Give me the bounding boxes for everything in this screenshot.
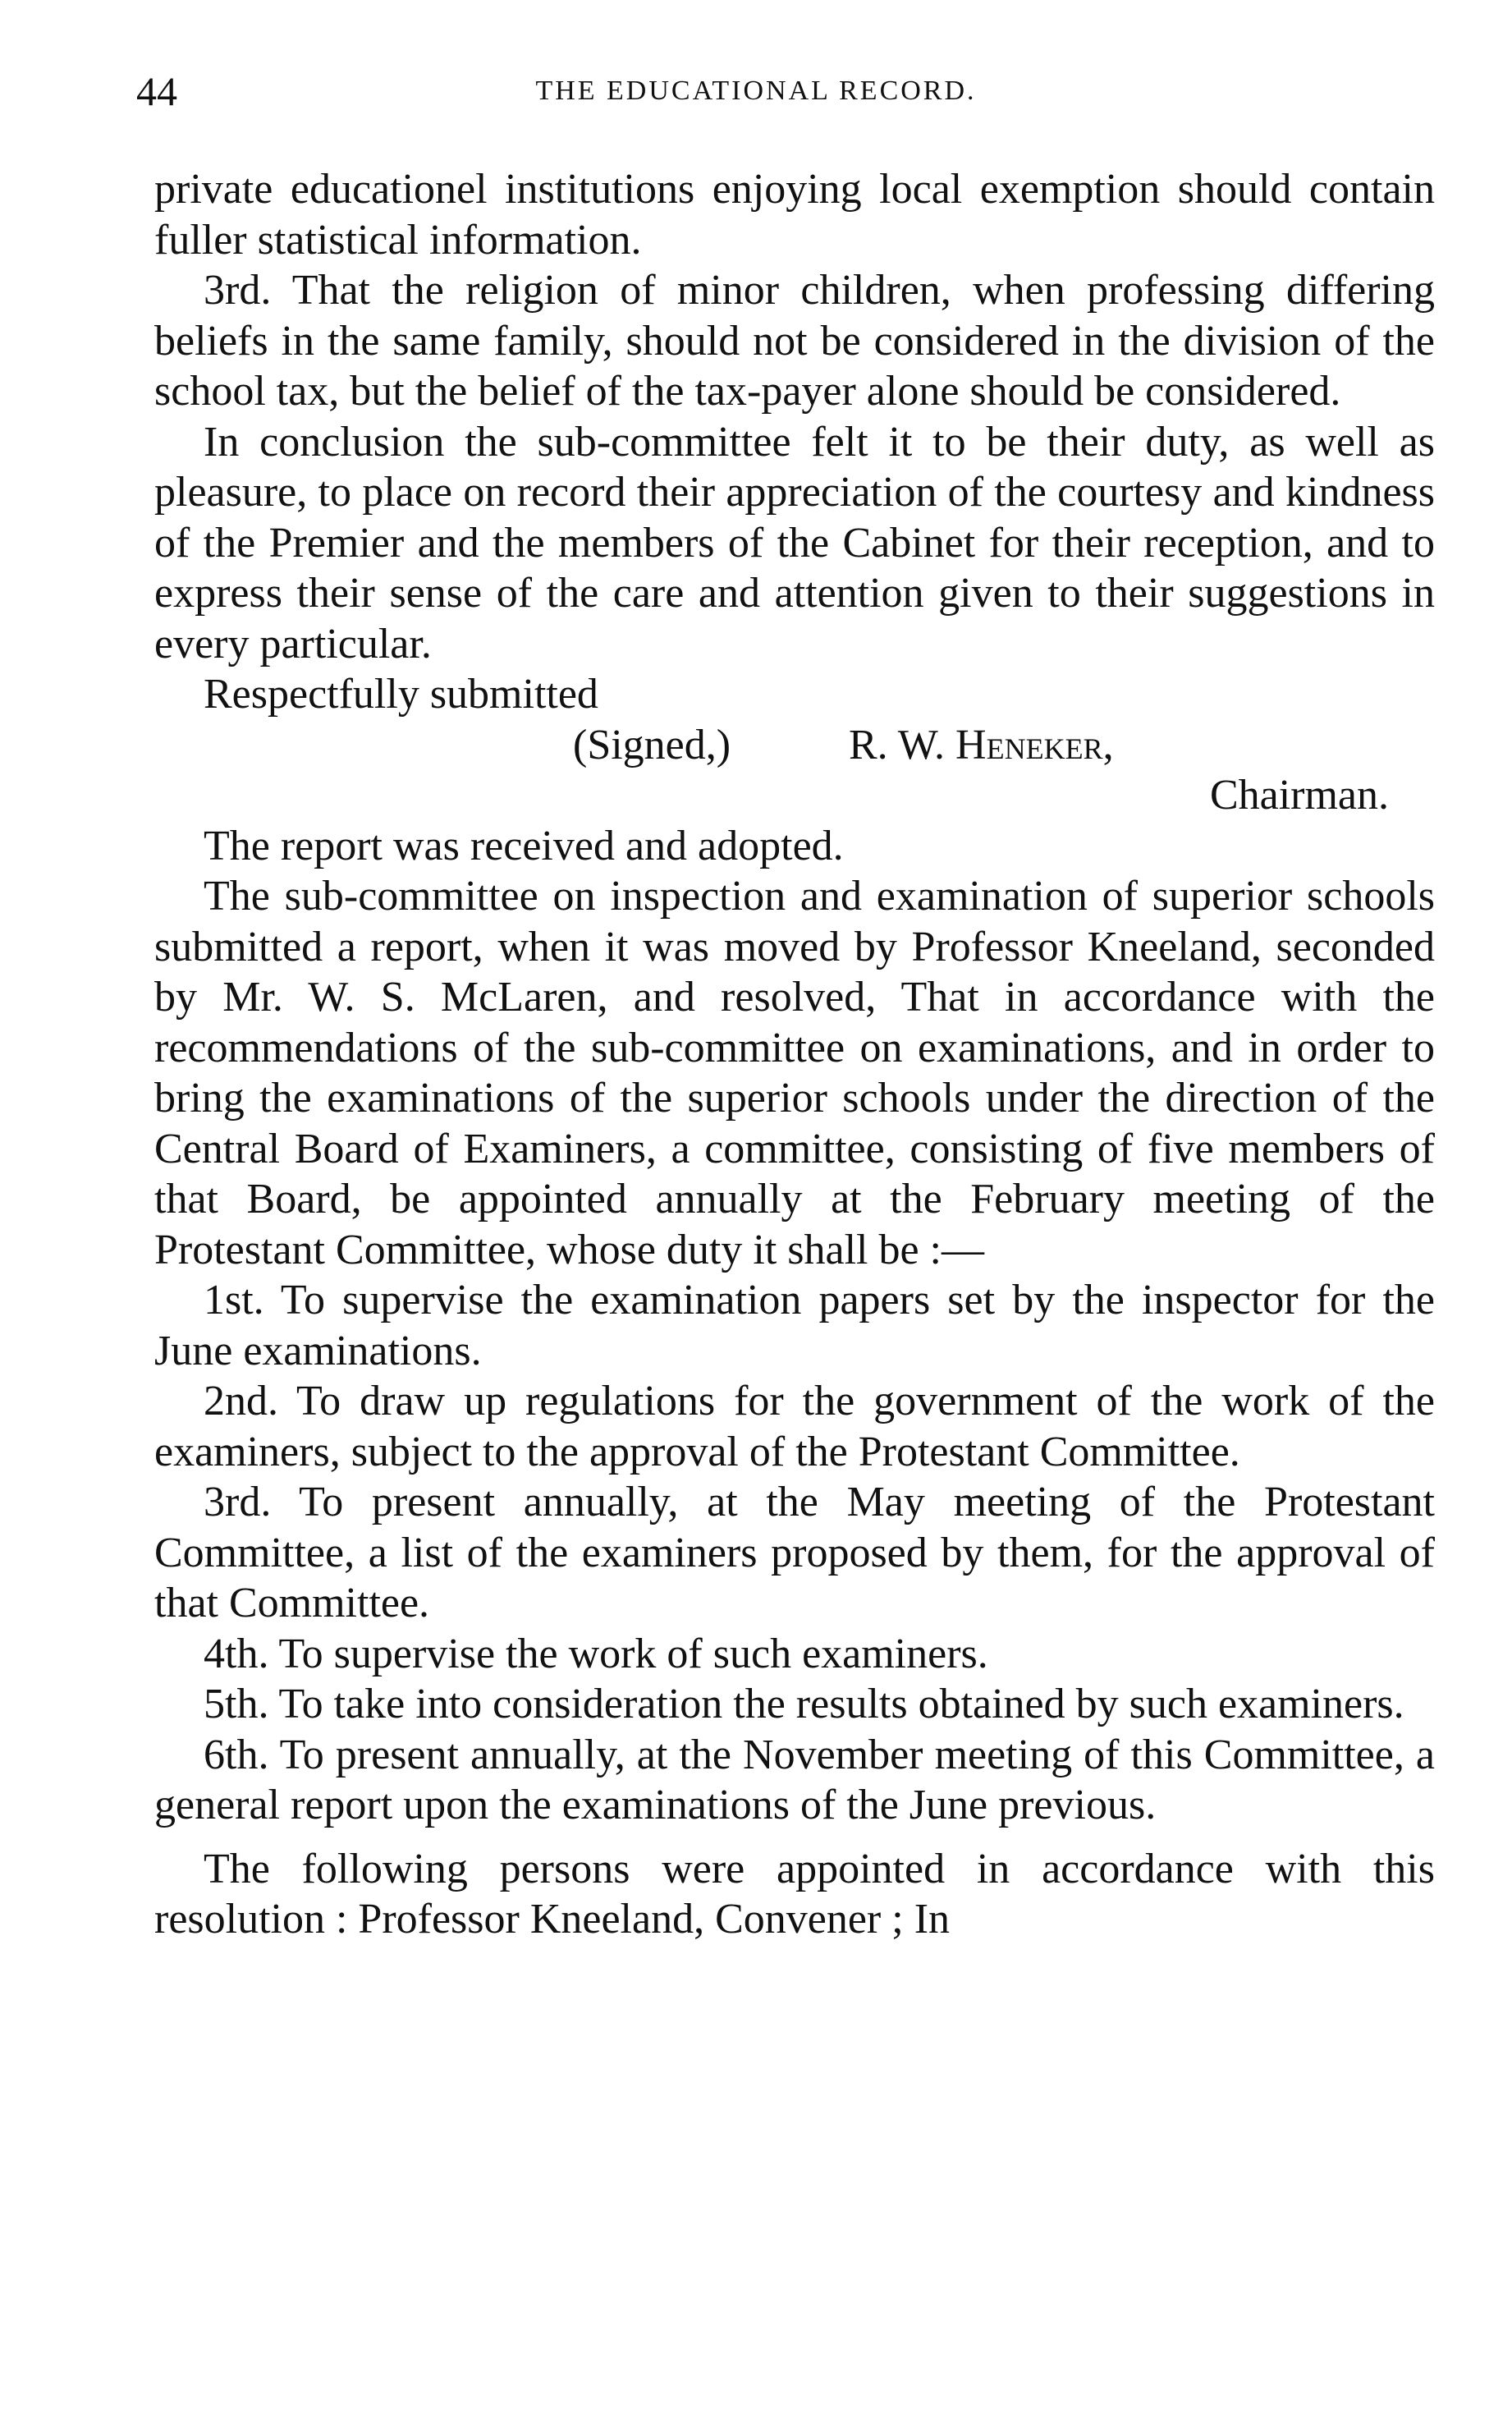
list-item: 4th. To supervise the work of such examiners. <box>204 1630 988 1677</box>
signature-line <box>154 720 1435 771</box>
paragraph: In conclusion the sub-committee felt it to be their duty, as well as pleasure, to place on record their appreciation of the courtesy and kindness of the Premier and the members of the Cabinet for their reception, and to express their sense of the care and attention given to their suggestions in every particular. <box>154 418 1435 667</box>
list-item: 1st. To supervise the examination papers set by the inspector for the June examinations. <box>154 1277 1435 1374</box>
body-text <box>154 164 1435 1945</box>
paragraph: The following persons were appointed in accordance with this resolution : Professor Kneeland, Convener ; In <box>154 1845 1435 1943</box>
running-title: THE EDUCATIONAL RECORD. <box>535 76 977 106</box>
paragraph: The sub-committee on inspection and examination of superior schools submitted a report, when it was moved by Professor Kneeland, seconded by Mr. W. S. McLaren, and resolved, That in accordance with the recommendations of the sub-committee on examinations, and in order to bring the examinations of the superior schools under the direction of the Central Board of Examiners, a committee, consisting of five members of that Board, be appointed annually at the February meeting of the Protestant Committee, whose duty it shall be :— <box>154 873 1435 1273</box>
signer-title: Chairman. <box>1209 772 1389 819</box>
signed-label: (Signed,) <box>573 721 731 768</box>
closing-line: Respectfully submitted <box>204 671 598 718</box>
page-header <box>0 67 1512 133</box>
list-item: 2nd. To draw up regulations for the government of the work of the examiners, subject to the approval of the Protestant Committee. <box>154 1378 1435 1475</box>
list-item: 5th. To take into consideration the results obtained by such examiners. <box>204 1681 1404 1727</box>
page-number: 44 <box>136 68 177 114</box>
list-item: 3rd. To present annually, at the May meeting of the Protestant Committee, a list of the examiners proposed by them, for the approval of that Committee. <box>154 1479 1435 1626</box>
paragraph: private educationel institutions enjoying local exemption should contain fuller statistical information. <box>154 166 1435 264</box>
signer-name: R. W. Heneker, <box>849 721 1114 768</box>
paragraph: The report was received and adopted. <box>204 822 844 869</box>
paragraph: 3rd. That the religion of minor children, when professing differing beliefs in the same family, should not be considered in the division of the school tax, but the belief of the tax-payer alone should be considered. <box>154 267 1435 415</box>
list-item: 6th. To present annually, at the November meeting of this Committee, a general report upon the examinations of the June previous. <box>154 1731 1435 1828</box>
